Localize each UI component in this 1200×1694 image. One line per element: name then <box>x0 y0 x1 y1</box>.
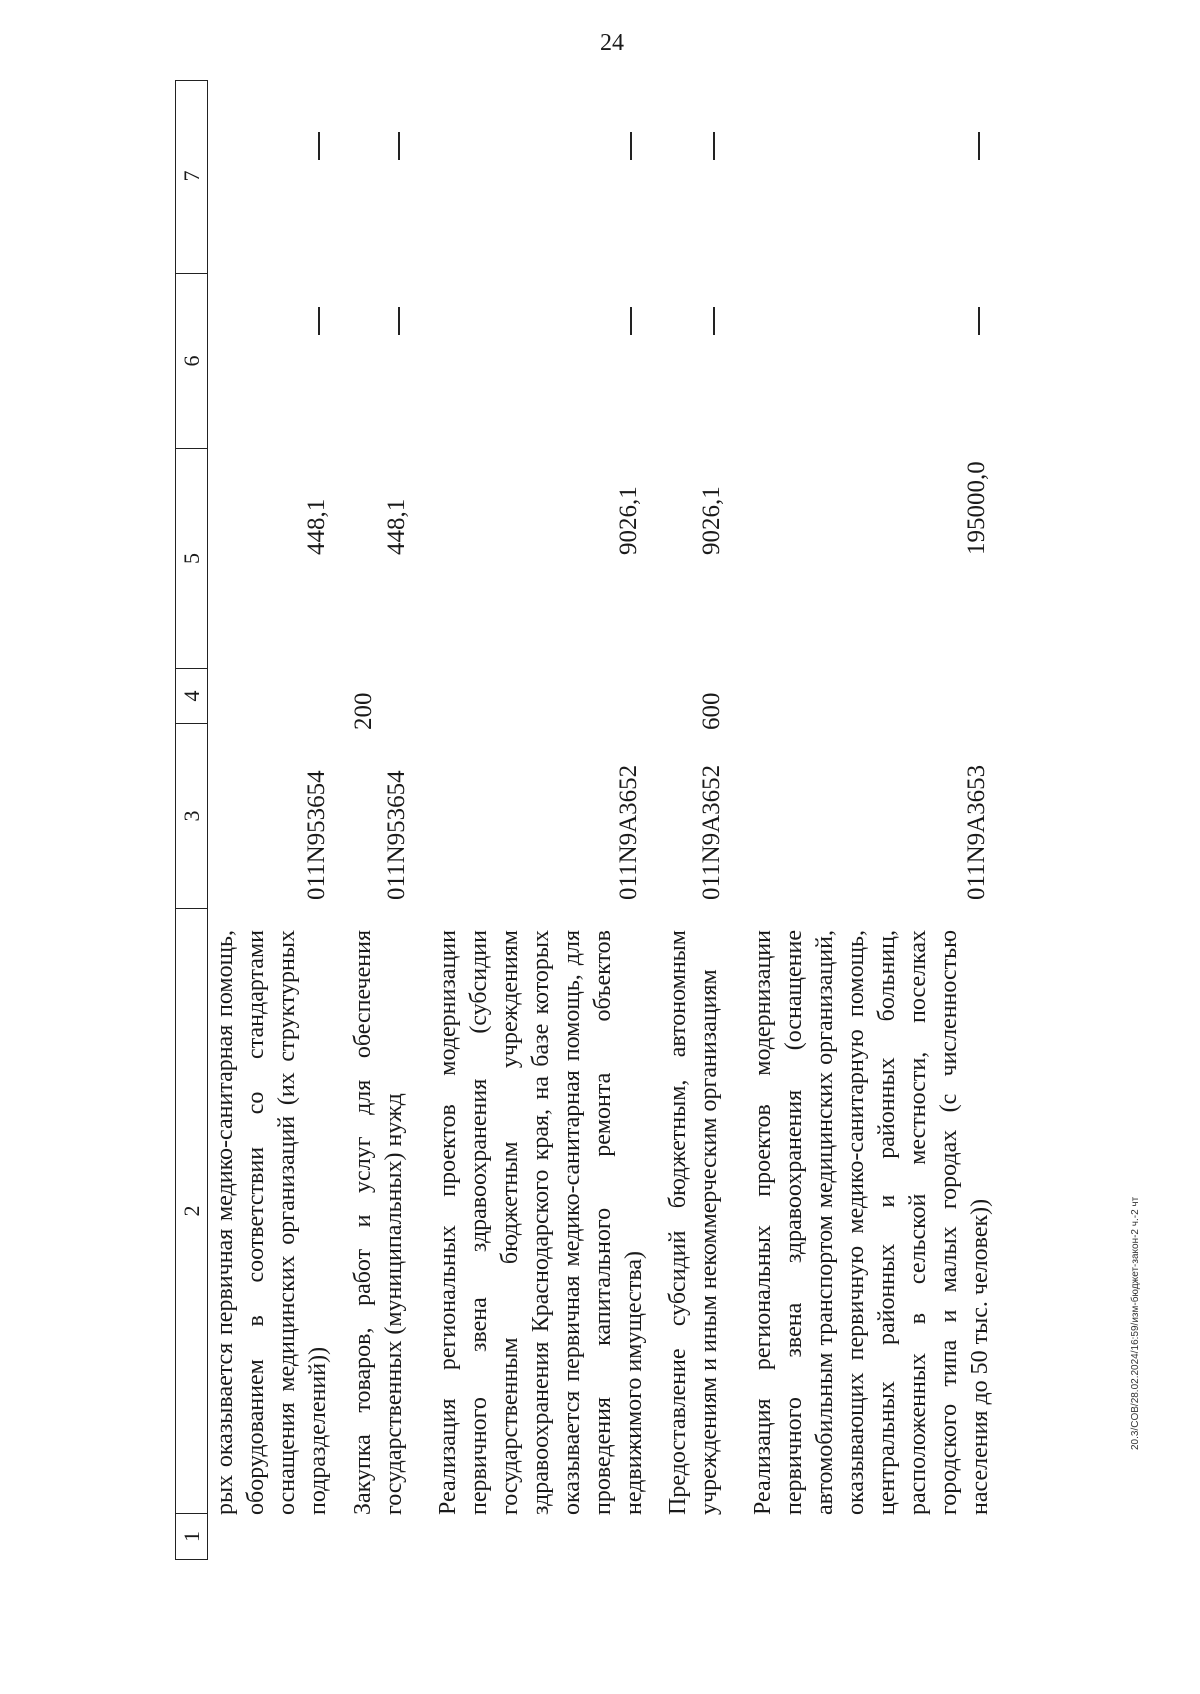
row-col6-dash <box>318 307 320 335</box>
row-code: 011N953654 <box>383 770 410 900</box>
table-header <box>175 80 208 1560</box>
row-col7-dash <box>713 132 715 160</box>
row-col6-dash <box>398 307 400 335</box>
header-col-2: 2 <box>176 909 207 1514</box>
row-col7-dash <box>630 132 632 160</box>
row-sum: 9026,1 <box>615 486 642 555</box>
header-col-3: 3 <box>176 724 207 909</box>
row-sum: 448,1 <box>383 498 410 555</box>
row-code: 011N9A3652 <box>615 764 642 900</box>
row-description: Закупка товаров, работ и услуг для обеспечения государственных (муниципальных) нужд <box>350 930 407 1515</box>
page-number: 24 <box>600 30 624 56</box>
row-vr: 600 <box>698 692 725 730</box>
header-col-6: 6 <box>176 274 207 449</box>
row-col6-dash <box>630 307 632 335</box>
header-col-1: 1 <box>178 1531 204 1542</box>
row-col7-dash <box>398 132 400 160</box>
row-col6-dash <box>713 307 715 335</box>
row-description: Реализация региональных проектов модернизации первичного звена здравоохранения (субсидии государственным бюджетным учреждениям здравоохранения Краснодарского края, на базе которых оказывается первичная медико-санитарная помощь, для проведения капитального ремонта объектов недвижимого имущества) <box>435 930 647 1515</box>
row-sum: 9026,1 <box>698 486 725 555</box>
row-description: Предоставление субсидий бюджетным, автономным учреждениям и иным некоммерческим организациям <box>665 930 722 1515</box>
row-code: 011N9A3652 <box>698 764 725 900</box>
header-col-5: 5 <box>176 449 207 669</box>
row-sum: 448,1 <box>303 498 330 555</box>
row-description: рых оказывается первичная медико-санитарная помощь, оборудованием в соответствии со стандартами оснащения медицинских организаций (их структурных подразделений)) <box>212 930 331 1515</box>
row-sum: 195000,0 <box>963 461 990 555</box>
row-code: 011N9A3653 <box>963 764 990 900</box>
row-code: 011N953654 <box>303 770 330 900</box>
header-col-4: 4 <box>176 669 207 724</box>
row-description: Реализация региональных проектов модернизации первичного звена здравоохранения (оснащение автомобильным транспортом медицинских организаций, оказывающих первичную медико-санитарную помощь, центральных районных и районных больниц, расположенных в сельской местности, поселках городского типа и малых городах (с численностью населения до 50 тыс. человек)) <box>750 930 993 1515</box>
budget-table <box>175 80 1075 1560</box>
row-vr: 200 <box>350 692 377 730</box>
row-col7-dash <box>978 132 980 160</box>
row-col7-dash <box>318 132 320 160</box>
footer-code: 20.3/COB/28.02.2024/16:59/изм-бюджет-закон-2 ч.-2 чт <box>1130 1196 1141 1450</box>
row-col6-dash <box>978 307 980 335</box>
header-col-7: 7 <box>176 79 207 274</box>
